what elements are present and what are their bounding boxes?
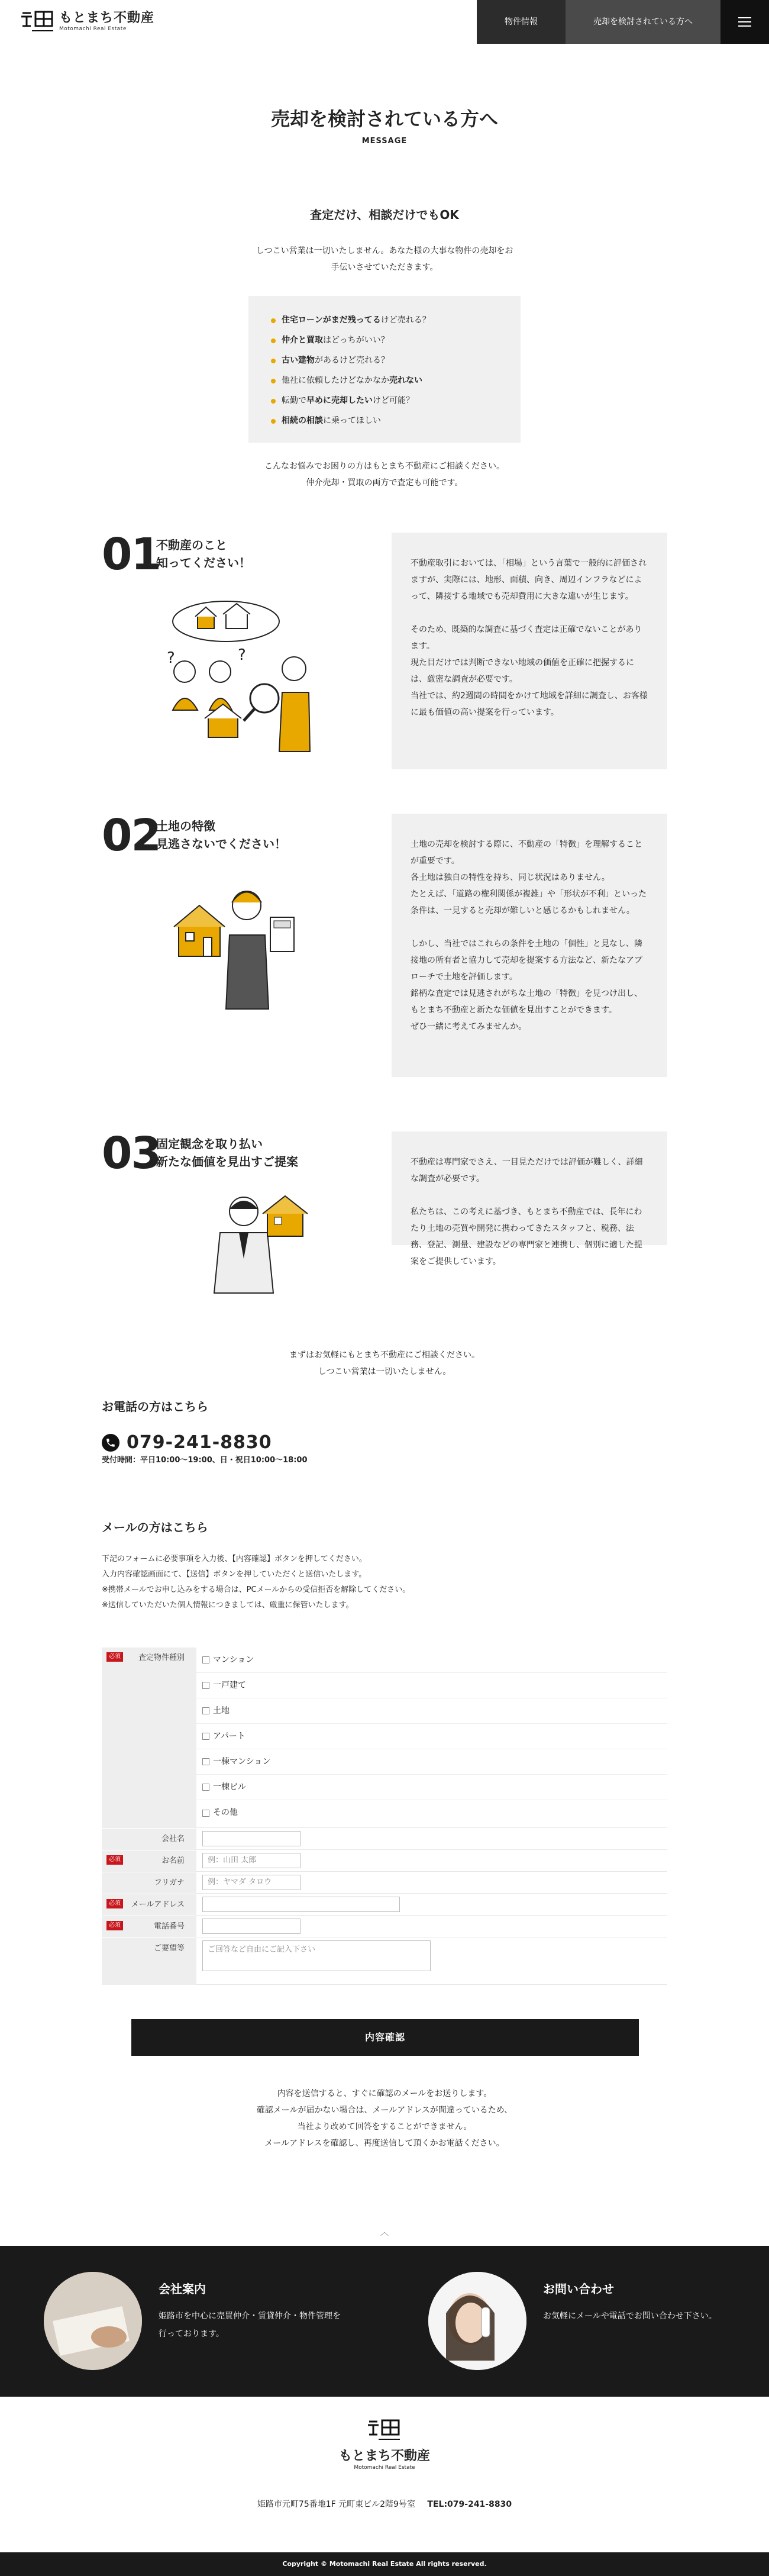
checkbox[interactable] — [202, 1733, 209, 1740]
section-number: 03 — [102, 1128, 160, 1179]
section-text-box — [392, 814, 667, 1077]
phone-input[interactable] — [202, 1919, 301, 1934]
intro-heading: 査定だけ、相談だけでもOK — [310, 208, 459, 222]
contact-photo — [428, 2272, 526, 2370]
checkbox-option[interactable]: 一戸建て — [196, 1673, 667, 1698]
list-item: 住宅ローンがまだ残ってるけど売れる？ — [271, 310, 521, 330]
company-link-text: 姫路市を中心に売買仲介・賃貸仲介・物件管理を行っております。 — [159, 2311, 341, 2339]
name-input[interactable]: 例：山田 太郎 — [202, 1853, 301, 1868]
form-label: 必須 メールアドレス — [102, 1894, 196, 1916]
site-header — [0, 0, 769, 44]
contact-link-title[interactable]: お問い合わせ — [543, 2282, 614, 2296]
tel-row[interactable] — [102, 1431, 272, 1455]
checkbox[interactable] — [202, 1656, 209, 1663]
form-row-name — [102, 1850, 667, 1872]
menu-button[interactable] — [720, 0, 769, 44]
footer-logo[interactable] — [338, 2417, 431, 2471]
request-textarea[interactable]: ご回答など自由にご記入下さい — [202, 1940, 431, 1971]
section-text: 不動産は専門家でさえ、一目見ただけでは評価が難しく、詳細な調査が必要です。 私たちは、この考えに基づき、もとまち不動産では、長年にわたり土地の売買や開発に携わってきたスタッフと、税務、法務、登記、測量、建設などの専門家と連携し、個別に適した提案をご提供しています。 — [411, 1158, 643, 1266]
list-item: 相続の相談に乗ってほしい — [271, 411, 521, 431]
footer-logo-text: もとまち不動産 — [338, 2448, 430, 2464]
businessman-with-house-illustration — [196, 1188, 315, 1294]
mail-notes — [102, 1552, 551, 1613]
section-text: 不動産取引においては、「相場」という言葉で一般的に評価されますが、実際には、地形、面積、向き、周辺インフラなどによって、隣接する地域でも売却費用に大きな違いが生じます。 そのため、既築的な調査に基づく査定は正確でないことがあります。 現た目だけでは判断できない地域の価値を正確に把握するには、厳密な調査が必要です。 当社では、約2週間の時間をかけて地域を詳細に調査し、お客様に最も価値の高い提案を行っています。 — [411, 559, 648, 717]
form-label: 必須 査定物件種別 — [102, 1648, 196, 1828]
form-row-property-type — [102, 1648, 667, 1829]
after-send-line: 確認メールが届かない場合は、メールアドレスが間違っているため、 — [256, 2106, 513, 2115]
intro-after-line: 仲介売却・買取の両方で査定も可能です。 — [306, 478, 463, 488]
address-text: 姫路市元町75番地1F 元町東ビル2階9号室 — [257, 2500, 415, 2509]
section-text-box — [392, 1131, 667, 1266]
company-photo — [44, 2272, 142, 2370]
nav-for-sellers[interactable]: 売却を検討されている方へ — [566, 0, 720, 44]
checkbox[interactable] — [202, 1810, 209, 1817]
page-title: 売却を検討されている方へ — [270, 108, 498, 130]
footer-address — [0, 2497, 769, 2511]
hamburger-icon — [738, 17, 751, 27]
checkbox[interactable] — [202, 1758, 209, 1765]
mail-note-line: ※送信していただいた個人情報につきましては、厳重に保管いたします。 — [102, 1601, 354, 1610]
page-subtitle: MESSAGE — [361, 137, 408, 146]
agent-with-house-illustration — [173, 876, 309, 1012]
form-row-kana — [102, 1872, 667, 1894]
company-input[interactable] — [202, 1831, 301, 1846]
required-badge: 必須 — [106, 1855, 123, 1865]
checkbox-option[interactable]: 一棟マンション — [196, 1749, 667, 1775]
checkbox[interactable] — [202, 1784, 209, 1791]
confirm-button[interactable]: 内容確認 — [131, 2019, 639, 2056]
form-row-email — [102, 1894, 667, 1916]
contact-lead-line: まずはお気軽にもとまち不動産にご相談ください。 — [289, 1350, 480, 1360]
form-row-company — [102, 1829, 667, 1850]
form-label: 会社名 — [102, 1829, 196, 1850]
intro-after-line: こんなお悩みでお困りの方はもとまち不動産にご相談ください。 — [264, 462, 505, 471]
tel-hours: 受付時間：平日10:00〜19:00、日・祝日10:00〜18:00 — [102, 1456, 308, 1465]
form-label: 必須 電話番号 — [102, 1916, 196, 1937]
nav-properties[interactable]: 物件情報 — [477, 0, 566, 44]
site-logo[interactable] — [20, 8, 154, 34]
intro-after — [225, 458, 544, 491]
intro-lead — [225, 243, 544, 276]
form-label: フリガナ — [102, 1872, 196, 1894]
form-label: 必須 お名前 — [102, 1850, 196, 1872]
required-badge: 必須 — [106, 1899, 123, 1908]
consultation-illustration — [155, 598, 356, 757]
section-number: 02 — [102, 810, 160, 861]
logo-mark-icon — [367, 2417, 402, 2443]
contact-lead-line: しつこい営業は一切いたしません。 — [318, 1367, 451, 1376]
intro-lead-line: 手伝いさせていただきます。 — [331, 263, 438, 272]
bottom-links — [0, 2246, 769, 2397]
contact-lead — [225, 1347, 544, 1380]
after-send-line: 内容を送信すると、すぐに確認のメールをお送りします。 — [277, 2089, 492, 2098]
section-text-box — [392, 533, 667, 769]
form-row-request — [102, 1938, 667, 1985]
list-item: 他社に依頼したけどなかなか売れない — [271, 370, 521, 391]
section-title: 固定観念を取り払い 新たな価値を見出すご提案 — [156, 1137, 298, 1169]
tel-heading: お電話の方はこちら — [102, 1400, 208, 1414]
checkbox-option[interactable]: マンション — [196, 1648, 667, 1673]
checkbox[interactable] — [202, 1707, 209, 1714]
logo-text: もとまち不動産 — [59, 11, 155, 25]
logo-subtext: Motomachi Real Estate — [59, 26, 127, 32]
intro-lead-line: しつこい営業は一切いたしません。あなた様の大事な物件の売却をお — [256, 246, 513, 256]
tel-number[interactable]: 079-241-8830 — [127, 1432, 272, 1453]
logo-mark-icon — [20, 8, 56, 34]
contact-form — [102, 1648, 667, 1985]
copyright: Copyright © Motomachi Real Estate All rights reserved. — [0, 2552, 769, 2576]
section-03 — [102, 1128, 667, 1266]
section-02 — [102, 810, 667, 1077]
kana-input[interactable]: 例：ヤマダ タロウ — [202, 1875, 301, 1890]
list-item: 仲介と買取はどっちがいい？ — [271, 330, 521, 350]
mail-note-line: 入力内容確認画面にて、【送信】ボタンを押していただくと送信いたします。 — [102, 1570, 367, 1579]
after-send-notes — [177, 2085, 592, 2152]
mail-note-line: 下記のフォームに必要事項を入力後、【内容確認】ボタンを押してください。 — [102, 1555, 367, 1563]
section-01 — [102, 529, 667, 769]
concerns-checklist — [248, 296, 521, 443]
list-item: 転勤で早めに売却したいけど可能？ — [271, 391, 521, 411]
section-number: 01 — [102, 529, 160, 580]
section-title: 土地の特徴 見逃さないでください！ — [156, 819, 286, 851]
mail-note-line: ※携帯メールでお申し込みをする場合は、PCメールからの受信拒否を解除してください。 — [102, 1585, 411, 1594]
checkbox-option[interactable]: その他 — [196, 1800, 667, 1826]
contact-link-text: お気軽にメールや電話でお問い合わせ下さい。 — [543, 2311, 717, 2321]
mail-heading: メールの方はこちら — [102, 1520, 208, 1534]
footer-logo-subtext: Motomachi Real Estate — [354, 2464, 415, 2471]
required-badge: 必須 — [106, 1921, 123, 1930]
form-row-phone — [102, 1916, 667, 1938]
footer-tel[interactable]: TEL:079-241-8830 — [427, 2500, 512, 2509]
back-to-top-icon[interactable]: ︿ — [380, 2228, 389, 2238]
email-input[interactable] — [202, 1897, 400, 1912]
form-label: ご要望等 — [102, 1938, 196, 1985]
checkbox-option[interactable]: 土地 — [196, 1698, 667, 1724]
checkbox-option[interactable]: アパート — [196, 1724, 667, 1749]
list-item: 古い建物があるけど売れる？ — [271, 350, 521, 370]
section-text: 土地の売却を検討する際に、不動産の「特徴」を理解することが重要です。 各土地は独自の特性を持ち、同じ状況はありません。 たとえば、「道路の権利関係が複雑」や「形状が不利」といった条件は、一見すると売却が難しいと感じるかもしれません。 しかし、当社ではこれらの条件を土地の「個性」と見なし、隣接地の所有者と協力して売却を提案する方法など、新たなアプローチで土地を評価します。 銘柄な査定では見逃されがちな土地の「特徴」を見つけ出し、もとまち不動産と新たな価値を見出すことができます。 ぜひ一緒に考えてみませんか。 — [411, 840, 647, 1031]
checkbox-option[interactable]: 一棟ビル — [196, 1775, 667, 1800]
checkbox[interactable] — [202, 1682, 209, 1689]
required-badge: 必須 — [106, 1652, 123, 1662]
phone-icon — [102, 1434, 119, 1452]
section-title: 不動産のこと 知ってください！ — [156, 538, 251, 570]
after-send-line: メールアドレスを確認し、再度送信して頂くかお電話ください。 — [264, 2139, 505, 2148]
svg-text:?: ? — [167, 649, 175, 667]
company-link-title[interactable]: 会社案内 — [159, 2282, 206, 2296]
svg-text:?: ? — [238, 646, 246, 664]
after-send-line: 当社より改めて回答をすることができません。 — [297, 2122, 472, 2132]
